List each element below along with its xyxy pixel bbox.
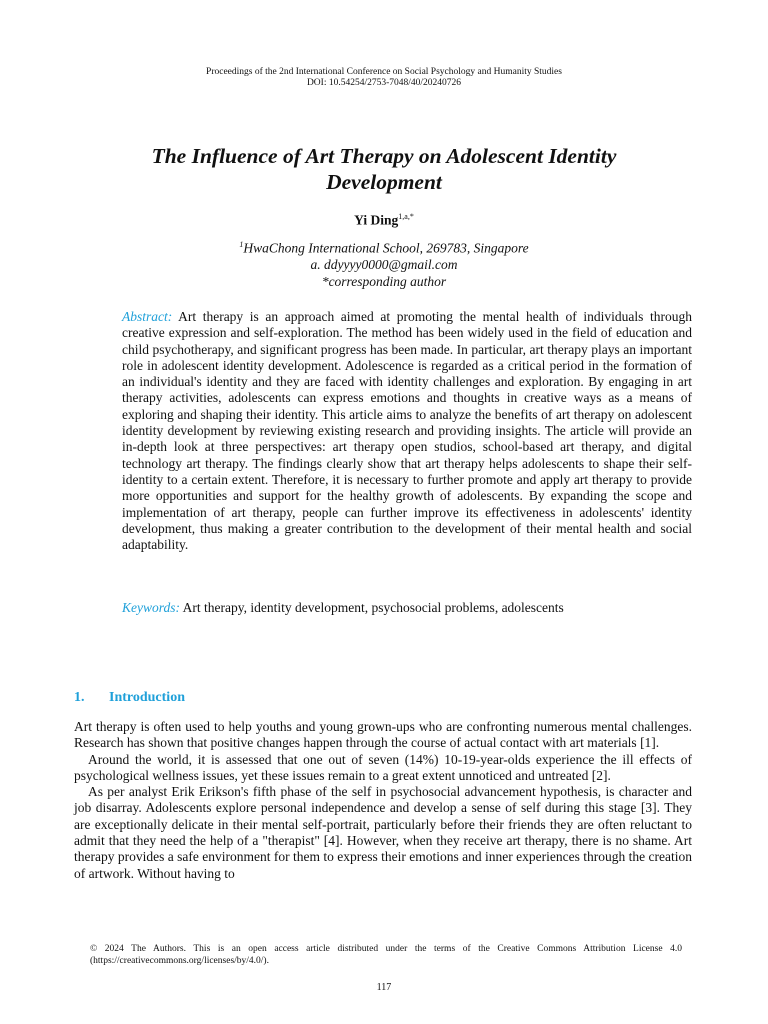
title-line-1: The Influence of Art Therapy on Adolescent Identity xyxy=(151,144,617,168)
title-line-2: Development xyxy=(326,170,442,194)
corresponding-note: *corresponding author xyxy=(321,273,447,289)
author-email: a. ddyyyy0000@gmail.com xyxy=(310,257,458,272)
body-text xyxy=(74,719,692,882)
abstract-text: Art therapy is an approach aimed at promoting the mental health of individuals through creative expression and self-exploration. The method has been widely used in the field of education and child psychotherapy, and significant progress has been made. In particular, art therapy plays an important role in adolescent identity development. Adolescence is regarded as a critical period in the formation of an individual's identity and they are faced with identity challenges and exploration. By engaging in art therapy activities, adolescents can express emotions and thoughts in creative ways as a means of exploring and shaping their identity. This article aims to analyze the benefits of art therapy on adolescent identity development by reviewing existing research and providing insights. The article will provide an in-depth look at three perspectives: art therapy open studios, school-based art therapy, and digital technology art therapy. The findings clearly show that art therapy helps adolescents to shape their self-identity to a certain extent. Therefore, it is necessary to further promote and apply art therapy to provide more opportunities and support for the healthy growth of adolescents. By expanding the scope and implementation of art therapy, people can further improve its effectiveness in adolescents' identity development, thus making a greater contribution to the development of their mental health and social adaptability. xyxy=(122,309,692,553)
institution: HwaChong International School, 269783, Singapore xyxy=(243,240,529,256)
author-name: Yi Ding xyxy=(354,212,399,228)
paragraph: As per analyst Erik Erikson's fifth phase of the self in psychosocial advancement hypothesis, is character and job disarray. Adolescents explore personal independence and develop a sense of self during this stage [3]. They are exceptionally delicate in their mental self-portrait, particularly before their friends they are often reluctant to admit that they need the help of a "therapist" [4]. However, when they receive art therapy, there is no shame. Art therapy provides a safe environment for them to express their emotions and inner experiences through the creation of artwork. Without having to xyxy=(74,784,692,881)
page-number: 117 xyxy=(376,982,392,993)
paragraph: Art therapy is often used to help youths and young grown-ups who are confronting numerous mental challenges. Research has shown that positive changes happen through the course of actual contact with art materials [1]. xyxy=(74,719,692,751)
paragraph: Around the world, it is assessed that one out of seven (14%) 10-19-year-olds experience the ill effects of psychological wellness issues, yet these issues remain to a great extent unnoticed and untreated [2]. xyxy=(74,751,692,783)
author xyxy=(0,212,768,229)
keywords xyxy=(122,600,692,616)
affiliation xyxy=(0,237,768,290)
section-number: 1. xyxy=(74,690,85,705)
affiliation-superscript: 1 xyxy=(239,240,244,249)
section-title: Introduction xyxy=(109,690,185,705)
abstract xyxy=(122,309,692,553)
doi: DOI: 10.54254/2753-7048/40/20240726 xyxy=(306,78,462,88)
running-header xyxy=(0,67,768,89)
author-superscript: 1,a,* xyxy=(398,212,414,221)
paper-title xyxy=(90,143,678,195)
conference-name: Proceedings of the 2nd International Conference on Social Psychology and Humanity Studies xyxy=(206,67,562,77)
abstract-label: Abstract: xyxy=(122,309,173,324)
keywords-text: Art therapy, identity development, psychosocial problems, adolescents xyxy=(182,600,564,615)
license-footer: © 2024 The Authors. This is an open access article distributed under the terms of the Creative Commons Attribution License 4.0 (https://creativecommons.org/licenses/by/4.0/). xyxy=(90,944,682,966)
section-heading xyxy=(74,690,185,706)
keywords-label: Keywords: xyxy=(122,600,180,615)
institution-line xyxy=(0,237,768,257)
